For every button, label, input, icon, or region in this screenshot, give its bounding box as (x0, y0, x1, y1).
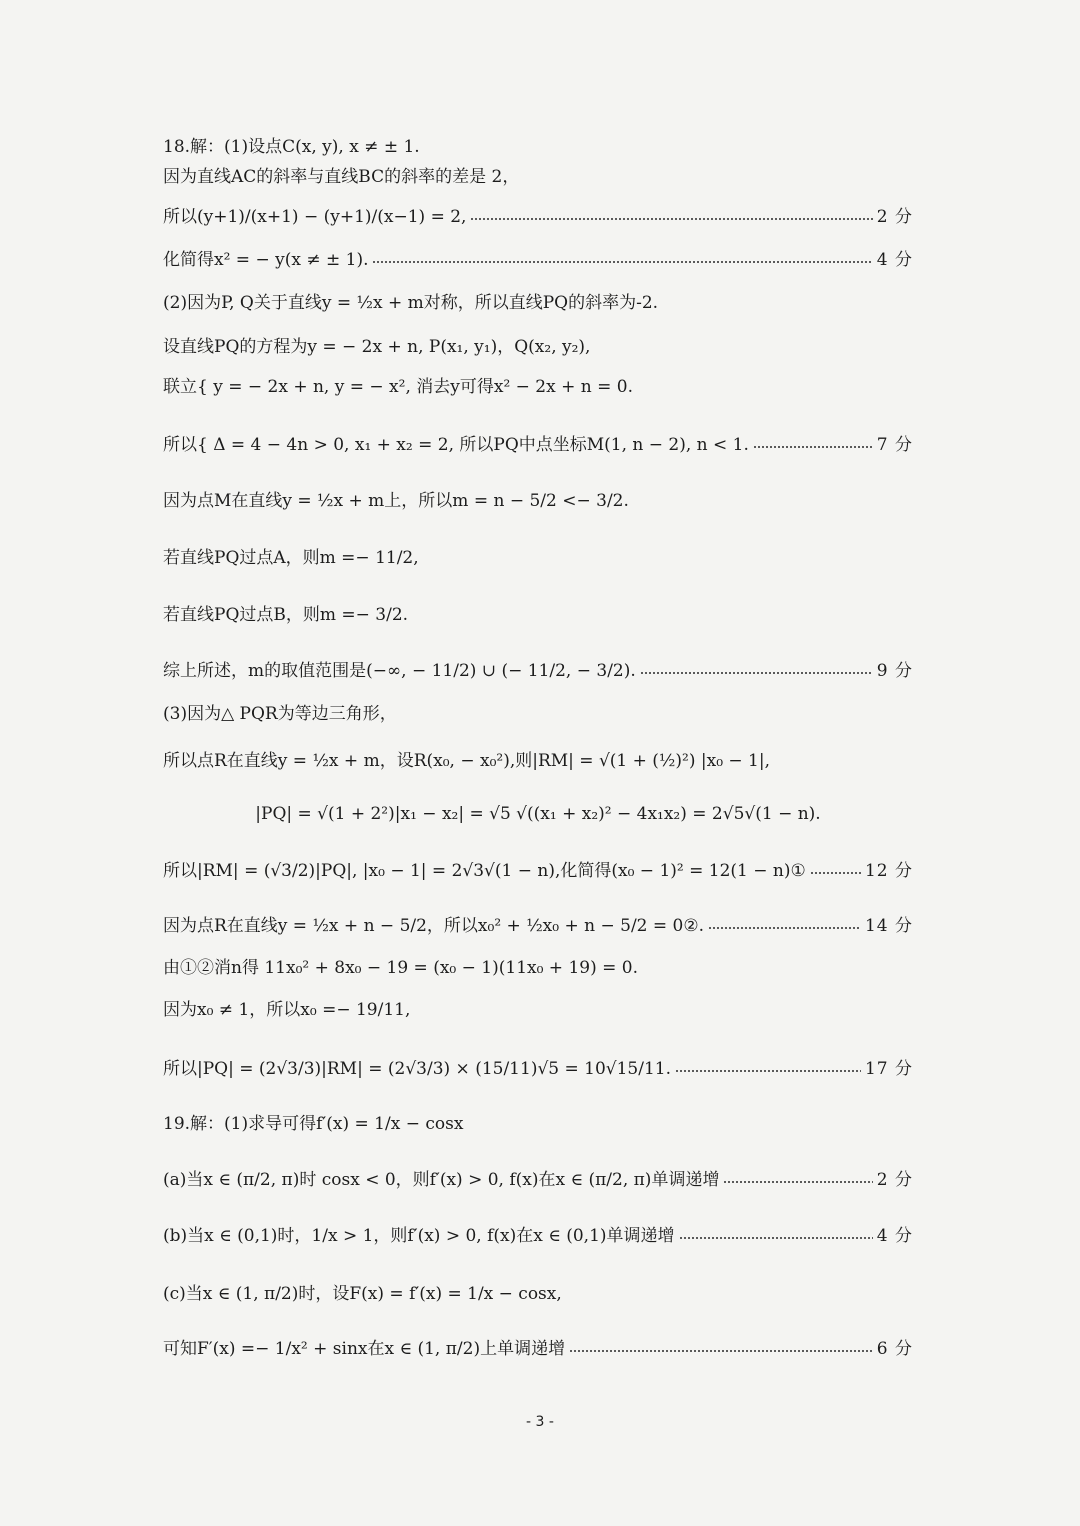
solution-line (163, 1329, 913, 1363)
dot-leader (723, 1181, 872, 1183)
line-text: 若直线PQ过点B，则m =− 3/2. (163, 604, 409, 625)
solution-line (163, 990, 913, 1024)
line-text: 19.解：(1)求导可得f′(x) = 1/x − cosx (163, 1113, 464, 1134)
solution-line (163, 595, 913, 629)
line-text: |PQ| = √(1 + 2²)|x₁ − x₂| = √5 √((x₁ + x₂)² − 4x₁x₂) = 2√5√(1 − n). (255, 804, 821, 824)
dot-leader (675, 1070, 861, 1072)
score-label: 6 分 (876, 1338, 913, 1359)
score-label: 14 分 (864, 915, 913, 936)
score-label: 9 分 (876, 660, 913, 681)
score-label: 4 分 (876, 1225, 913, 1246)
line-text: 因为直线AC的斜率与直线BC的斜率的差是 2， (163, 166, 520, 187)
score-label: 7 分 (876, 434, 913, 455)
dot-leader (810, 872, 861, 874)
solution-line (163, 948, 913, 982)
line-text: 综上所述，m的取值范围是(−∞, − 11/2) ∪ (− 11/2, − 3/2). (163, 660, 636, 681)
solution-line (163, 851, 913, 885)
solution-line (163, 1216, 913, 1250)
solution-line (163, 367, 913, 401)
line-text: (c)当x ∈ (1, π/2)时，设F(x) = f′(x) = 1/x − cosx, (163, 1283, 562, 1304)
line-text: 因为点M在直线y = ½x + m上，所以m = n − 5/2 <− 3/2. (163, 490, 629, 511)
solution-line (163, 481, 913, 515)
solution-line (163, 651, 913, 685)
line-text: 所以{ Δ = 4 − 4n > 0, x₁ + x₂ = 2, 所以PQ中点坐标M(1, n − 2), n < 1. (163, 434, 749, 455)
line-text: 因为x₀ ≠ 1，所以x₀ =− 19/11, (163, 999, 411, 1020)
solution-line (163, 694, 913, 728)
dot-leader (708, 927, 861, 929)
dot-leader (679, 1237, 873, 1239)
solution-line (163, 157, 913, 191)
dot-leader (372, 261, 872, 263)
solution-line (163, 327, 913, 361)
solution-line (163, 1274, 913, 1308)
line-text: 因为点R在直线y = ½x + n − 5/2，所以x₀² + ½x₀ + n − 5/2 = 0②. (163, 915, 705, 936)
score-label: 2 分 (876, 1169, 913, 1190)
score-label: 2 分 (876, 206, 913, 227)
line-text: 所以点R在直线y = ½x + m，设R(x₀, − x₀²),则|RM| = √(1 + (½)²) |x₀ − 1|, (163, 750, 771, 771)
line-text: 联立{ y = − 2x + n, y = − x², 消去y可得x² − 2x + n = 0. (163, 376, 633, 397)
line-text: (2)因为P, Q关于直线y = ½x + m对称，所以直线PQ的斜率为-2. (163, 292, 659, 313)
line-text: (b)当x ∈ (0,1)时，1/x > 1，则f′(x) > 0, f(x)在x ∈ (0,1)单调递增 (163, 1225, 675, 1246)
solution-line (163, 197, 913, 231)
solution-line (163, 425, 913, 459)
score-label: 12 分 (864, 860, 913, 881)
line-text: (3)因为△ PQR为等边三角形， (163, 703, 397, 724)
solution-line (163, 538, 913, 572)
dot-leader (640, 672, 873, 674)
dot-leader (470, 218, 872, 220)
solution-line (163, 1049, 913, 1083)
line-text: 设直线PQ的方程为y = − 2x + n, P(x₁, y₁)，Q(x₂, y₂), (163, 336, 591, 357)
solution-line (163, 1160, 913, 1194)
dot-leader (753, 446, 873, 448)
line-text: 18.解：(1)设点C(x, y), x ≠ ± 1. (163, 136, 420, 157)
line-text: 由①②消n得 11x₀² + 8x₀ − 19 = (x₀ − 1)(11x₀ + 19) = 0. (163, 957, 638, 978)
dot-leader (569, 1350, 873, 1352)
solution-line (163, 906, 913, 940)
line-text: 所以(y+1)/(x+1) − (y+1)/(x−1) = 2, (163, 206, 467, 227)
line-text: 可知F′(x) =− 1/x² + sinx在x ∈ (1, π/2)上单调递增 (163, 1338, 566, 1359)
score-label: 4 分 (876, 249, 913, 270)
line-text: 所以|PQ| = (2√3/3)|RM| = (2√3/3) × (15/11)√5 = 10√15/11. (163, 1058, 672, 1079)
solution-line (163, 283, 913, 317)
score-label: 17 分 (864, 1058, 913, 1079)
solution-line (163, 797, 913, 831)
line-text: 化简得x² = − y(x ≠ ± 1). (163, 249, 369, 270)
line-text: (a)当x ∈ (π/2, π)时 cosx < 0，则f′(x) > 0, f(x)在x ∈ (π/2, π)单调递增 (163, 1169, 720, 1190)
solution-line (163, 127, 913, 161)
solution-line (163, 741, 913, 775)
page-number: - 3 - (526, 1414, 554, 1430)
solution-line (163, 240, 913, 274)
line-text: 若直线PQ过点A，则m =− 11/2, (163, 547, 419, 568)
solution-line (163, 1104, 913, 1138)
line-text: 所以|RM| = (√3/2)|PQ|, |x₀ − 1| = 2√3√(1 − n),化简得(x₀ − 1)² = 12(1 − n)① (163, 860, 806, 881)
